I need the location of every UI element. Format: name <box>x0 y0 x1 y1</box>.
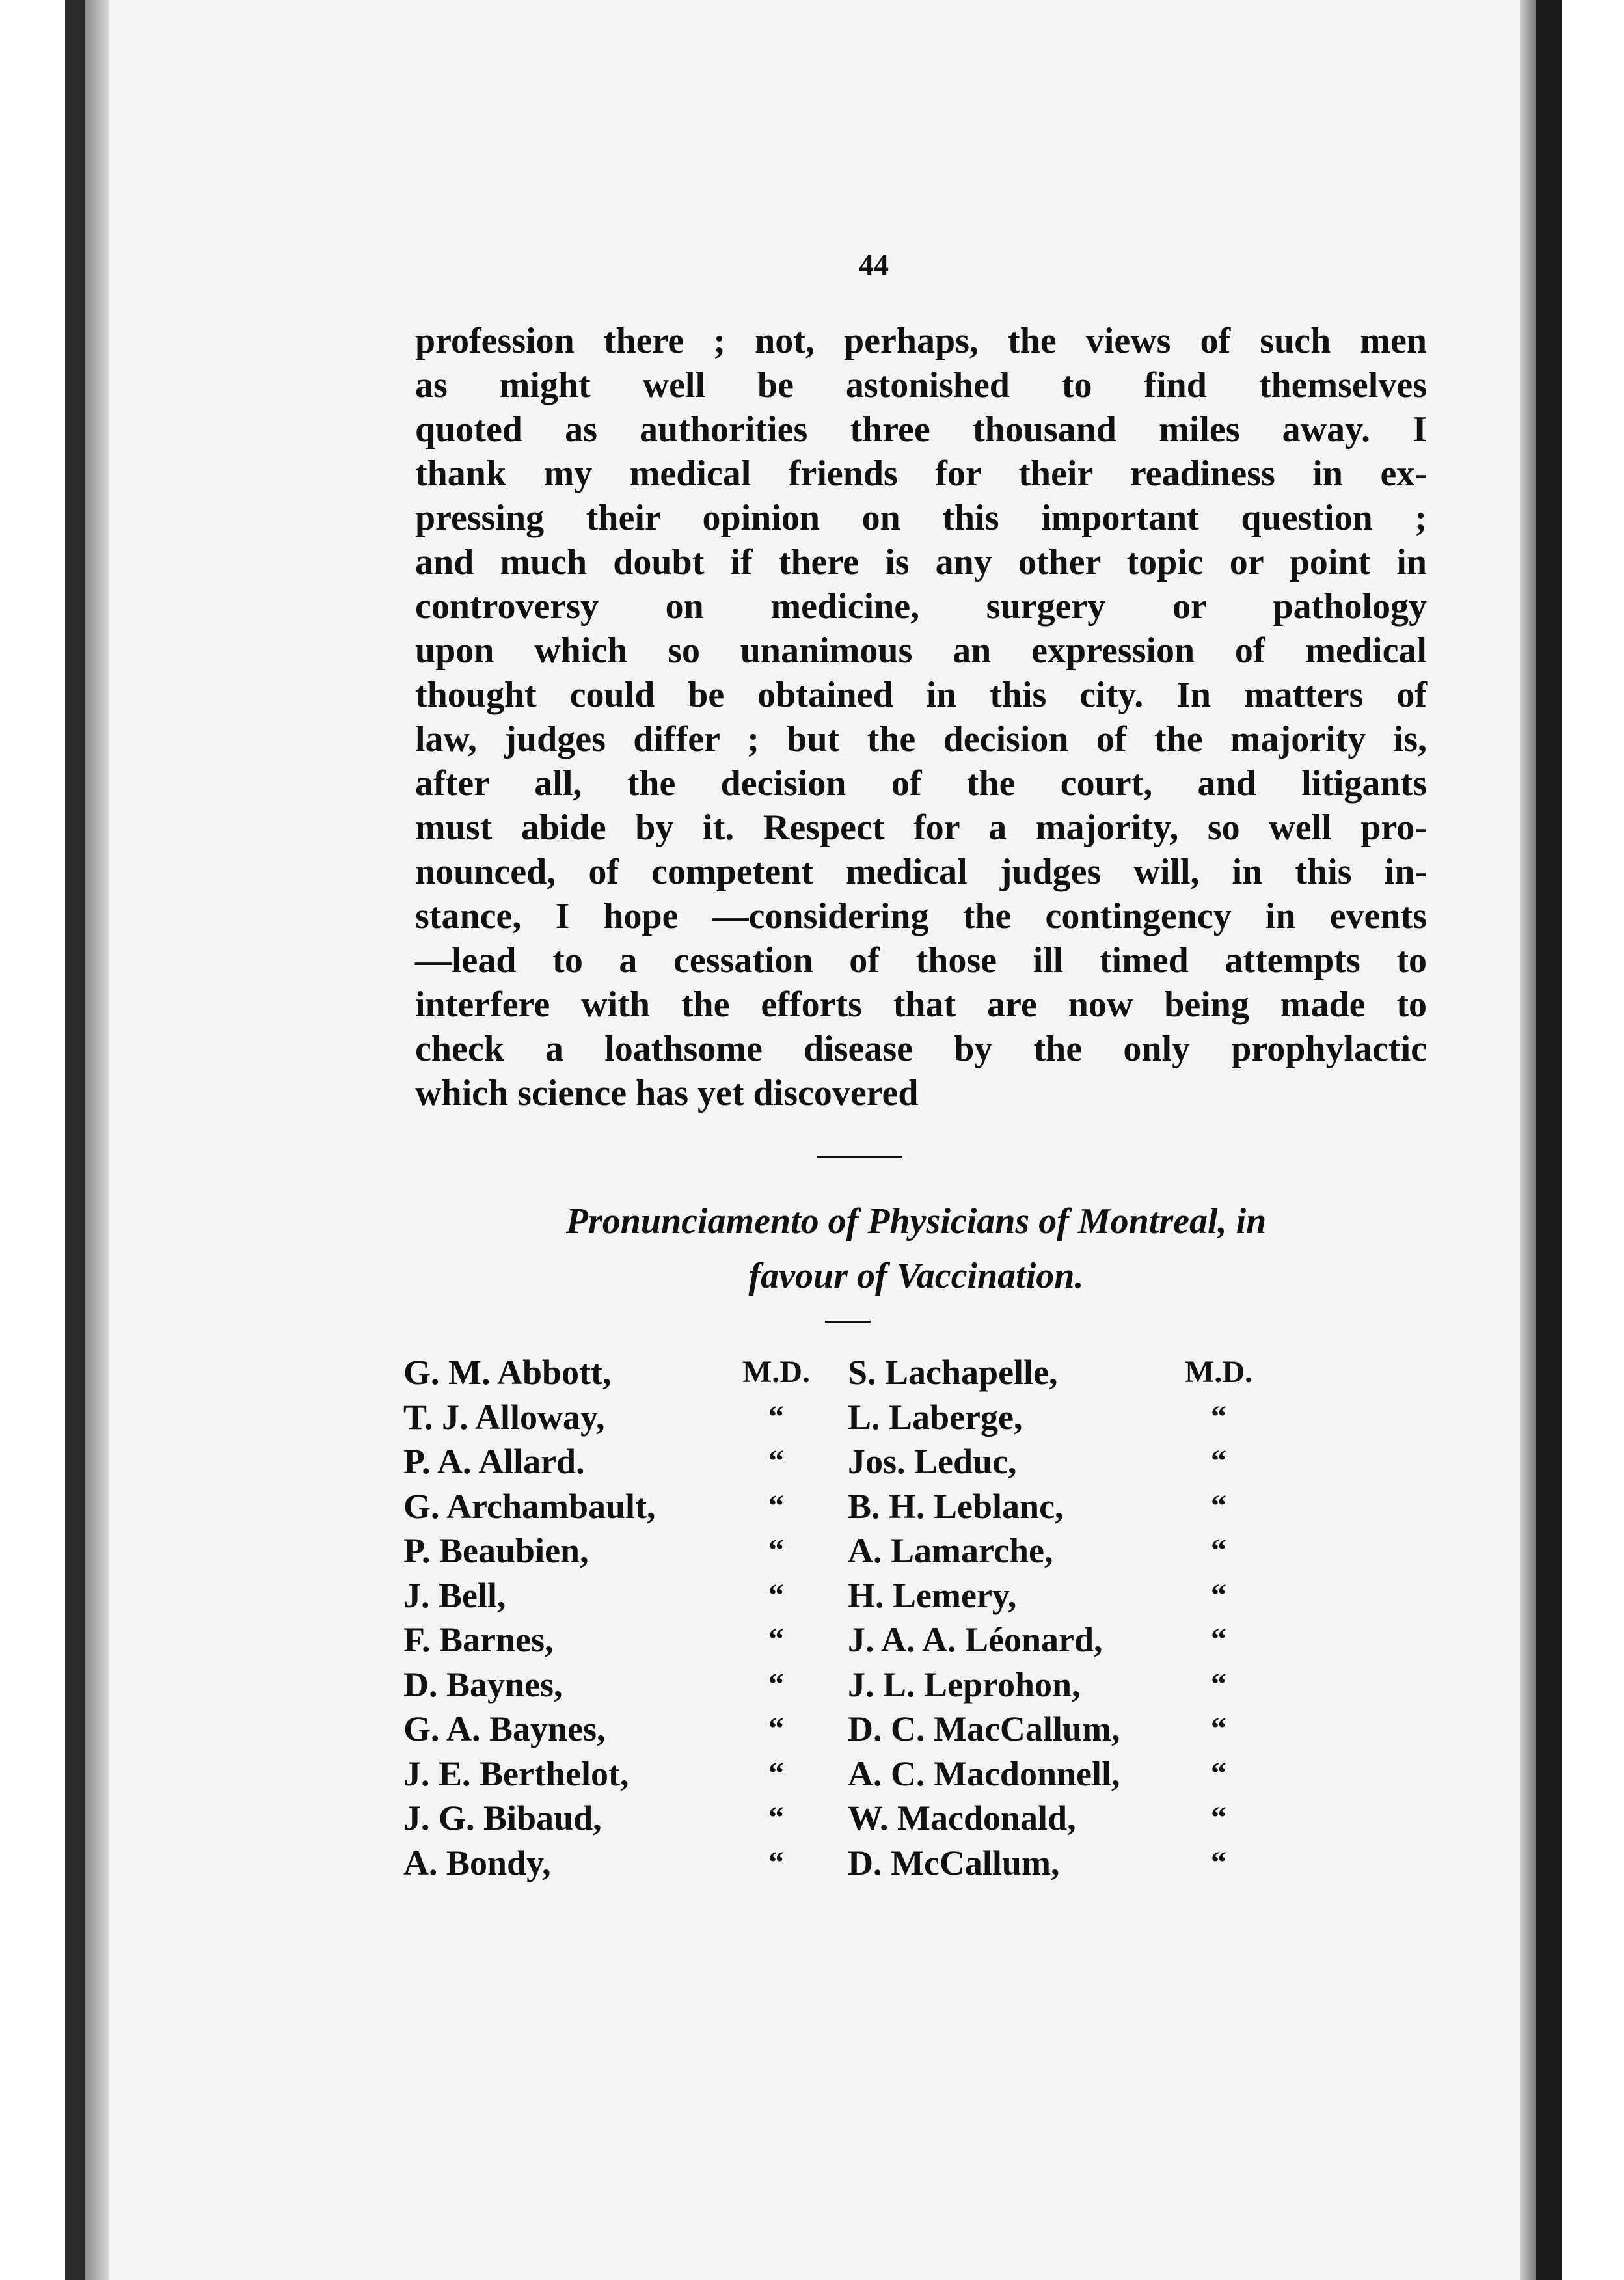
body-line: quoted as authorities three thousand miles away. I <box>415 409 1427 450</box>
right-scan-border <box>1520 0 1624 2280</box>
physician-name: S. Lachapelle, <box>848 1353 1058 1392</box>
ditto-mark: “ <box>768 1756 784 1791</box>
heading-line-1: Pronunciamento of Physicians of Montreal, in <box>565 1201 1267 1242</box>
body-line: after all, the decision of the court, and litigants <box>415 763 1427 804</box>
body-line: upon which so unanimous an expression of medical <box>415 631 1427 671</box>
body-line: which science has yet discovered <box>415 1073 919 1113</box>
degree-mark: M.D. <box>1185 1355 1252 1389</box>
body-line: pressing their opinion on this important question ; <box>415 498 1427 538</box>
degree-column-left <box>734 1350 819 1885</box>
degree-column-right <box>1176 1350 1261 1885</box>
physician-list-left <box>403 1350 656 1885</box>
ditto-mark: “ <box>1211 1533 1226 1568</box>
ditto-mark: “ <box>1211 1711 1226 1746</box>
body-line: thank my medical friends for their readiness in ex- <box>415 454 1427 494</box>
physician-name: Jos. Leduc, <box>848 1442 1017 1481</box>
ditto-mark: “ <box>768 1800 784 1835</box>
binding-gradient <box>85 0 109 2280</box>
physician-name: J. Bell, <box>403 1575 506 1615</box>
body-line: check a loathsome disease by the only prophylactic <box>415 1029 1427 1069</box>
ditto-mark: “ <box>768 1711 784 1746</box>
physician-name: A. C. Macdonnell, <box>848 1754 1120 1793</box>
book-page <box>109 0 1520 2280</box>
physician-name: B. H. Leblanc, <box>848 1486 1064 1526</box>
degree-mark: M.D. <box>742 1355 810 1389</box>
body-paragraph <box>415 319 1427 1115</box>
ditto-mark: “ <box>768 1444 784 1478</box>
section-heading <box>383 1194 1450 1303</box>
ditto-mark: “ <box>1211 1622 1226 1657</box>
physician-name: W. Macdonald, <box>848 1798 1076 1838</box>
ditto-mark: “ <box>1211 1756 1226 1791</box>
ditto-mark: “ <box>1211 1845 1226 1880</box>
ditto-mark: “ <box>768 1622 784 1657</box>
ditto-mark: “ <box>1211 1666 1226 1702</box>
page-edge-shadow <box>1536 0 1562 2280</box>
physician-name: L. Laberge, <box>848 1397 1023 1437</box>
ditto-mark: “ <box>768 1577 784 1612</box>
physician-name: D. C. MacCallum, <box>848 1709 1120 1748</box>
physician-name: D. McCallum, <box>848 1843 1060 1882</box>
physician-name: G. Archambault, <box>403 1486 656 1526</box>
physician-name: J. G. Bibaud, <box>403 1798 602 1838</box>
section-rule-bottom <box>825 1321 871 1323</box>
physician-name: F. Barnes, <box>403 1620 554 1659</box>
body-line: thought could be obtained in this city. In matters of <box>415 675 1427 715</box>
ditto-mark: “ <box>768 1399 784 1434</box>
heading-line-2: favour of Vaccination. <box>748 1256 1084 1296</box>
binding-shadow <box>65 0 85 2280</box>
physician-name: T. J. Alloway, <box>403 1397 605 1437</box>
ditto-mark: “ <box>768 1666 784 1702</box>
physician-name: P. Beaubien, <box>403 1531 589 1570</box>
body-line: interfere with the efforts that are now being made to <box>415 984 1427 1025</box>
body-line: stance, I hope —considering the contingency in events <box>415 896 1427 936</box>
physician-name: P. A. Allard. <box>403 1442 585 1481</box>
body-line: —lead to a cessation of those ill timed attempts to <box>415 940 1427 981</box>
body-line: law, judges differ ; but the decision of the majority is, <box>415 719 1427 759</box>
body-line: controversy on medicine, surgery or pathology <box>415 586 1427 627</box>
physician-name: D. Baynes, <box>403 1664 563 1704</box>
body-line: must abide by it. Respect for a majority, so well pro- <box>415 808 1427 848</box>
body-line: and much doubt if there is any other topic or point in <box>415 542 1427 582</box>
physician-name: A. Bondy, <box>403 1843 551 1882</box>
ditto-mark: “ <box>1211 1488 1226 1523</box>
body-line: as might well be astonished to find themselves <box>415 365 1427 405</box>
body-line: nounced, of competent medical judges will, in this in- <box>415 852 1427 892</box>
physician-name: G. A. Baynes, <box>403 1709 606 1748</box>
physician-name: J. L. Leprohon, <box>848 1664 1081 1704</box>
physician-name: J. A. A. Léonard, <box>848 1620 1103 1659</box>
ditto-mark: “ <box>768 1845 784 1880</box>
ditto-mark: “ <box>768 1533 784 1568</box>
physician-name: A. Lamarche, <box>848 1531 1053 1570</box>
section-rule-top <box>817 1156 902 1158</box>
body-line: profession there ; not, perhaps, the views of such men <box>415 321 1427 361</box>
page-edge-gradient <box>1520 0 1536 2280</box>
ditto-mark: “ <box>1211 1399 1226 1434</box>
ditto-mark: “ <box>1211 1800 1226 1835</box>
ditto-mark: “ <box>1211 1577 1226 1612</box>
ditto-mark: “ <box>1211 1444 1226 1478</box>
physician-name: J. E. Berthelot, <box>403 1754 629 1793</box>
page-number: 44 <box>859 248 889 281</box>
ditto-mark: “ <box>768 1488 784 1523</box>
left-scan-border <box>0 0 114 2280</box>
physician-list-right <box>848 1350 1120 1885</box>
physician-name: G. M. Abbott, <box>403 1353 612 1392</box>
physician-name: H. Lemery, <box>848 1575 1017 1615</box>
